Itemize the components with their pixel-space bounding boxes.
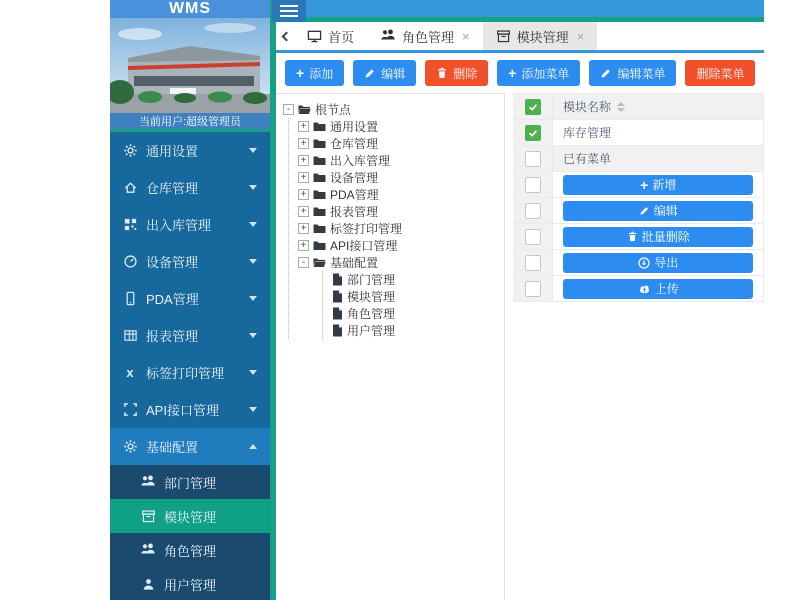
expand-icon[interactable]: + (298, 189, 309, 200)
module-name: 库存管理 (563, 126, 612, 140)
tree-node-root[interactable] (283, 101, 504, 118)
tree-node-label: PDA管理 (330, 188, 379, 202)
table-action-row (513, 198, 763, 224)
add-button[interactable] (285, 60, 344, 86)
row-checkbox-cell (513, 250, 553, 275)
tab-role-management[interactable] (367, 22, 483, 50)
folder-icon (313, 223, 326, 235)
file-icon (332, 290, 343, 303)
column-header-label[interactable]: 模块名称 (563, 100, 612, 114)
sidebar-item-label: API接口管理 (146, 403, 219, 418)
table-action-row (513, 224, 763, 250)
sidebar-item-label: PDA管理 (146, 292, 199, 307)
chevron-down-icon (249, 370, 257, 375)
download-icon (638, 257, 650, 269)
collapse-icon[interactable]: - (298, 257, 309, 268)
tree-node-label: 标签打印管理 (330, 222, 403, 236)
row-checkbox[interactable] (525, 229, 541, 245)
sidebar-item-module[interactable] (110, 499, 270, 533)
add-menu-button[interactable] (497, 60, 580, 86)
row-checkbox[interactable] (525, 203, 541, 219)
users-icon (140, 542, 156, 558)
tree-node[interactable] (298, 118, 504, 135)
tree-node[interactable] (298, 237, 504, 254)
sidebar-item-label: 标签打印管理 (146, 366, 225, 381)
tree-leaf[interactable] (332, 322, 504, 339)
chevron-down-icon (249, 259, 257, 264)
menu-upload-button[interactable] (563, 279, 753, 299)
delete-menu-button-label: 删除菜单 (696, 66, 745, 81)
plus-icon: + (296, 65, 305, 81)
sidebar-item-label: 仓库管理 (146, 181, 199, 196)
sidebar-item-role[interactable] (110, 533, 270, 567)
module-icon (496, 29, 511, 44)
tree-node[interactable] (298, 169, 504, 186)
tree-node-label: 报表管理 (330, 205, 379, 219)
delete-menu-button[interactable] (685, 60, 755, 86)
module-toolbar (276, 53, 764, 93)
row-action-cell (553, 172, 763, 197)
tree-node-label: 部门管理 (347, 273, 396, 287)
users-icon (380, 28, 396, 44)
sidebar-menu (110, 132, 270, 600)
row-checkbox[interactable] (525, 255, 541, 271)
tree-node[interactable] (298, 135, 504, 152)
expand-icon[interactable]: + (298, 138, 309, 149)
chevron-down-icon (249, 185, 257, 190)
select-all-checkbox[interactable] (525, 99, 541, 115)
home-icon (122, 180, 138, 196)
tree-node-label: 基础配置 (330, 256, 379, 270)
sort-icon[interactable] (617, 102, 625, 112)
subheader-label: 已有菜单 (563, 152, 612, 166)
main-content (270, 0, 764, 600)
row-checkbox[interactable] (525, 151, 541, 167)
tab-home[interactable] (294, 22, 367, 50)
row-checkbox[interactable] (525, 125, 541, 141)
wms-app (110, 0, 745, 600)
delete-button-label: 删除 (453, 66, 478, 81)
cloud-upload-icon (638, 283, 651, 295)
collapse-icon[interactable]: - (283, 104, 294, 115)
sidebar-item-label-print[interactable] (110, 354, 270, 391)
tab-bar (276, 22, 764, 53)
tree-leaf[interactable] (332, 271, 504, 288)
plus-icon: + (640, 176, 649, 193)
menu-batch-delete-button[interactable] (563, 227, 753, 247)
tree-node-label: 角色管理 (347, 307, 396, 321)
folder-icon (313, 138, 326, 150)
plus-icon: + (508, 65, 517, 81)
tree-node-label: API接口管理 (330, 239, 398, 253)
sidebar-item-label: 出入库管理 (146, 218, 212, 233)
workspace (276, 93, 764, 600)
expand-icon[interactable]: + (298, 172, 309, 183)
row-checkbox[interactable] (525, 177, 541, 193)
menu-edit-label: 编辑 (653, 204, 678, 218)
row-action-cell (553, 224, 763, 249)
menu-add-label: 新增 (652, 178, 677, 192)
corners-icon (122, 402, 138, 418)
close-icon[interactable]: × (462, 28, 470, 44)
tab-label: 首页 (328, 29, 355, 45)
sidebar-item-label: 用户管理 (164, 577, 217, 593)
menu-add-button[interactable] (563, 175, 753, 195)
gear-icon (122, 439, 138, 455)
folder-icon (313, 240, 326, 252)
pencil-icon (364, 67, 376, 79)
tree-node-label: 设备管理 (330, 171, 379, 185)
tree-children (288, 118, 504, 339)
folder-icon (313, 189, 326, 201)
delete-button[interactable] (425, 60, 488, 86)
table-action-row (513, 250, 763, 276)
tree-node-label: 根节点 (315, 103, 352, 117)
sidebar-item-user[interactable] (110, 567, 270, 600)
tree-node[interactable] (298, 203, 504, 220)
base-config-submenu (110, 465, 270, 600)
users-icon (140, 474, 156, 490)
add-button-label: 添加 (309, 66, 334, 81)
chevron-down-icon (249, 148, 257, 153)
row-name-cell[interactable] (553, 120, 763, 145)
row-checkbox-cell (513, 198, 553, 223)
tab-label: 模块管理 (516, 29, 569, 45)
sidebar-item-api[interactable] (110, 391, 270, 428)
row-name-cell (553, 146, 763, 171)
tree-leaf[interactable] (332, 305, 504, 322)
sidebar (110, 0, 270, 600)
gauge-icon (122, 254, 138, 270)
edit-button-label: 编辑 (381, 66, 406, 81)
folder-icon (313, 172, 326, 184)
menu-batch-delete-label: 批量删除 (641, 230, 690, 244)
row-checkbox-cell (513, 224, 553, 249)
chevron-down-icon (249, 333, 257, 338)
header-checkbox-cell (513, 94, 553, 119)
file-icon (332, 324, 343, 337)
trash-icon (436, 67, 448, 79)
tree-node-label: 仓库管理 (330, 137, 379, 151)
sidebar-item-department[interactable] (110, 465, 270, 499)
module-icon (140, 508, 156, 524)
sidebar-item-equipment[interactable] (110, 243, 270, 280)
topbar (276, 0, 764, 22)
expand-icon[interactable]: + (298, 155, 309, 166)
chevron-down-icon (249, 407, 257, 412)
menu-edit-button[interactable] (563, 201, 753, 221)
sidebar-item-warehouse[interactable] (110, 169, 270, 206)
chevron-left-icon (282, 31, 292, 41)
tab-module-management[interactable] (483, 22, 598, 50)
tabs-scroll-left-button[interactable] (276, 22, 294, 50)
sidebar-item-label: 模块管理 (164, 509, 217, 525)
add-menu-button-label: 添加菜单 (521, 66, 570, 81)
row-action-cell (553, 250, 763, 275)
chevron-up-icon (249, 444, 257, 449)
tree-node-label: 用户管理 (347, 324, 396, 338)
tree-node[interactable] (298, 186, 504, 203)
tree-node-label: 出入库管理 (330, 154, 391, 168)
file-icon (332, 307, 343, 320)
table-subheader-row (513, 146, 763, 172)
folder-icon (313, 206, 326, 218)
folder-icon (313, 121, 326, 133)
tree-leaf[interactable] (332, 288, 504, 305)
close-icon[interactable]: × (576, 28, 585, 44)
row-action-cell (553, 198, 763, 223)
pencil-icon (600, 67, 612, 79)
warehouse-photo (110, 18, 270, 113)
module-tree-panel (276, 93, 505, 600)
expand-icon[interactable]: + (298, 240, 309, 251)
tree-node[interactable] (298, 152, 504, 169)
menu-toggle-button[interactable] (272, 0, 306, 22)
row-checkbox-cell (513, 120, 553, 145)
row-checkbox[interactable] (525, 281, 541, 297)
sidebar-item-reports[interactable] (110, 317, 270, 354)
table-action-row (513, 276, 763, 302)
table-row (513, 120, 763, 146)
folder-open-icon (313, 257, 326, 269)
menu-export-button[interactable] (563, 253, 753, 273)
tree-node-label: 模块管理 (347, 290, 396, 304)
table-header-row (513, 94, 763, 120)
sidebar-item-label: 设备管理 (146, 255, 199, 270)
pencil-icon (639, 205, 650, 216)
folder-open-icon (298, 104, 311, 116)
monitor-icon (307, 29, 322, 44)
edit-menu-button[interactable] (589, 60, 676, 86)
sidebar-item-label: 角色管理 (164, 543, 217, 559)
sidebar-item-label: 基础配置 (146, 440, 199, 455)
tree-leaves (322, 271, 504, 339)
app-title: WMS (110, 0, 270, 18)
edit-menu-button-label: 编辑菜单 (617, 66, 666, 81)
row-checkbox-cell (513, 146, 553, 171)
sidebar-item-base-config[interactable] (110, 428, 270, 465)
mobile-icon (122, 291, 138, 307)
expand-icon[interactable]: + (298, 121, 309, 132)
chevron-down-icon (249, 222, 257, 227)
sidebar-item-general-settings[interactable] (110, 132, 270, 169)
file-icon (332, 273, 343, 286)
module-tree (283, 101, 504, 339)
x-icon: x (126, 365, 134, 380)
sidebar-item-label: 部门管理 (164, 475, 217, 491)
sidebar-item-label: 通用设置 (146, 144, 199, 159)
trash-icon (627, 231, 638, 242)
current-user-label: 当前用户:超级管理员 (110, 113, 270, 132)
folder-icon (313, 155, 326, 167)
expand-icon[interactable]: + (298, 206, 309, 217)
expand-icon[interactable]: + (298, 223, 309, 234)
table-action-row (513, 172, 763, 198)
row-checkbox-cell (513, 172, 553, 197)
edit-button[interactable] (353, 60, 416, 86)
chevron-down-icon (249, 296, 257, 301)
qrcode-icon (122, 217, 138, 233)
sidebar-item-pda[interactable] (110, 280, 270, 317)
row-action-cell (553, 276, 763, 301)
tree-node-base-config[interactable] (298, 254, 504, 271)
tree-node-label: 通用设置 (330, 120, 379, 134)
menu-upload-label: 上传 (654, 282, 679, 296)
tab-label: 角色管理 (402, 29, 455, 45)
row-checkbox-cell (513, 276, 553, 301)
user-icon (140, 576, 156, 592)
header-name-cell (553, 94, 763, 119)
module-table (513, 93, 764, 302)
table-icon (122, 328, 138, 344)
tree-node[interactable] (298, 220, 504, 237)
sidebar-item-inbound-outbound[interactable] (110, 206, 270, 243)
menu-export-label: 导出 (654, 256, 679, 270)
sidebar-item-label: 报表管理 (146, 329, 199, 344)
gear-icon (122, 143, 138, 159)
